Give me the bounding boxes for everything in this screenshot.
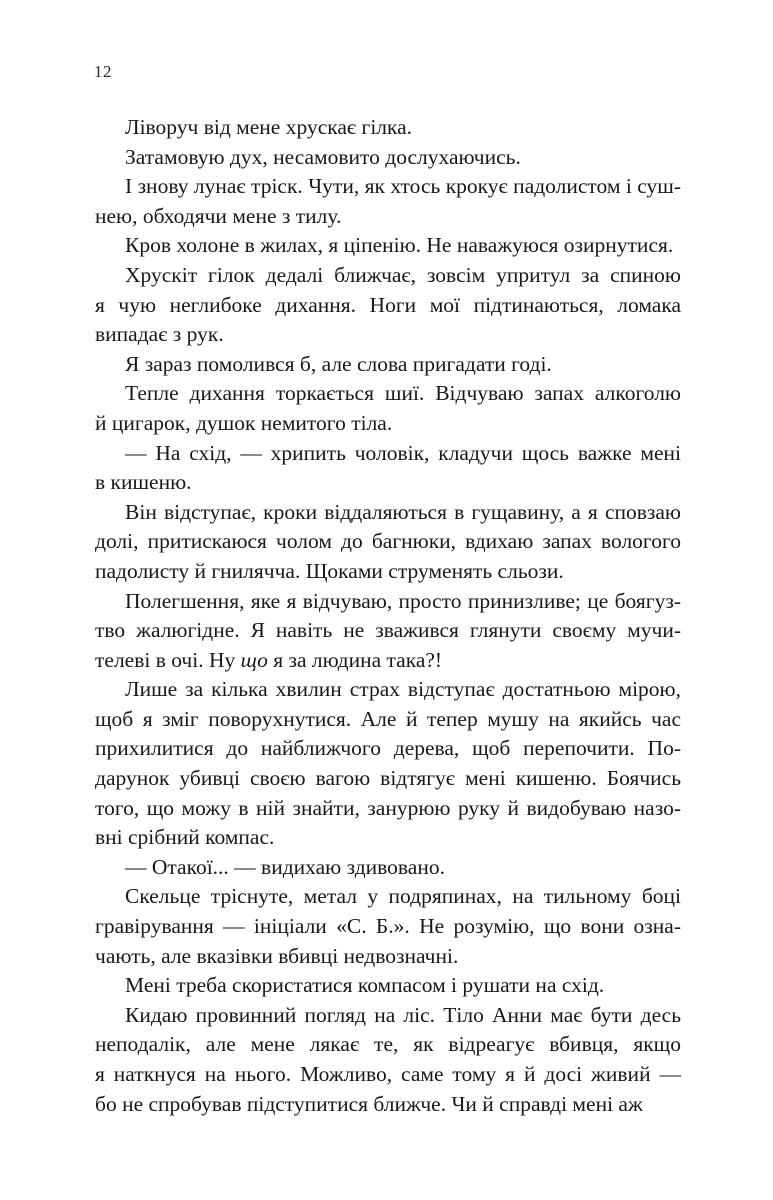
paragraph xyxy=(95,113,681,143)
text-line: Затамовую дух, несамовито дослухаючись. xyxy=(125,144,521,169)
text-line: неподалік, але мене лякає те, як відреагує вбивця, якщо xyxy=(95,1032,681,1057)
paragraph xyxy=(95,439,681,498)
text-line: Кидаю провинний погляд на ліс. Тіло Анни має бути десь xyxy=(125,1002,681,1027)
paragraph xyxy=(95,350,681,380)
paragraph xyxy=(95,971,681,1001)
text-line: Кров холоне в жилах, я ціпенію. Не наважуюся озирнутися. xyxy=(125,233,674,258)
paragraph xyxy=(95,498,681,587)
text-line: тво жалюгідне. Я навіть не зважився глянути своєму мучи- xyxy=(95,618,681,643)
text-line: Хрускіт гілок дедалі ближчає, зовсім упритул за спиною xyxy=(125,262,681,287)
paragraph xyxy=(95,261,681,350)
italic-text: що xyxy=(240,647,268,672)
text-line: — На схід, — хрипить чоловік, кладучи щось важке мені xyxy=(125,440,681,465)
text-line: — Отакої... — видихаю здивовано. xyxy=(125,854,445,879)
text-line: І знову лунає тріск. Чути, як хтось крокує падолистом і суш- xyxy=(125,174,681,199)
text-line: Я зараз помолився б, але слова пригадати годі. xyxy=(125,351,552,376)
text-line: дарунок убивці своєю вагою відтягує мені кишеню. Боячись xyxy=(95,766,681,791)
page-number: 12 xyxy=(94,62,112,81)
text-line: чають, але вказівки вбивці недвозначні. xyxy=(95,943,459,968)
text-line: Мені треба скористатися компасом і рушати на схід. xyxy=(125,973,605,998)
paragraph xyxy=(95,143,681,173)
text-line: Полегшення, яке я відчуваю, просто принизливе; це боягуз- xyxy=(125,588,681,613)
text-line: Лише за кілька хвилин страх відступає достатньою мірою, xyxy=(125,677,681,702)
text-line: гравірування — ініціали «С. Б.». Не розумію, що вони озна- xyxy=(95,914,681,939)
paragraph xyxy=(95,675,681,853)
text-line: телеві в очі. Ну що я за людина така?! xyxy=(95,647,443,672)
text-line: того, що можу в ній знайти, занурюю руку й видобуваю назо- xyxy=(95,795,681,820)
paragraph xyxy=(95,231,681,261)
text-line: я наткнуся на нього. Можливо, саме тому я й досі живий — xyxy=(95,1062,681,1086)
text-line: прихилитися до найближчого дерева, щоб перепочити. По- xyxy=(95,736,681,761)
paragraph xyxy=(95,1001,681,1119)
text-line: щоб я зміг поворухнутися. Але й тепер мушу на якийсь час xyxy=(95,706,681,731)
paragraph xyxy=(95,172,681,231)
text-block xyxy=(95,113,681,1119)
text-line: випадає з рук. xyxy=(95,322,224,347)
paragraph xyxy=(95,379,681,438)
paragraph xyxy=(95,882,681,971)
text-line: в кишеню. xyxy=(95,470,192,495)
text-line: Він відступає, кроки віддаляються в гущавину, а я сповзаю xyxy=(125,499,681,524)
text-line: нею, обходячи мене з тилу. xyxy=(95,203,342,228)
text-line: вні срібний компас. xyxy=(95,825,275,850)
paragraph xyxy=(95,853,681,883)
text-line: Ліворуч від мене хрускає гілка. xyxy=(125,115,413,139)
text-line: Тепле дихання торкається шиї. Відчуваю запах алкоголю xyxy=(125,381,681,406)
text-line: Скельце тріснуте, метал у подряпинах, на тильному боці xyxy=(125,884,681,909)
text-line: бо не спробував підступитися ближче. Чи й справді мені аж xyxy=(95,1091,643,1116)
text-line: падолисту й гнилячча. Щоками струменять сльози. xyxy=(95,558,564,583)
text-line: я чую неглибоке дихання. Ноги мої підтинаються, ломака xyxy=(95,292,681,317)
text-line: й цигарок, душок немитого тіла. xyxy=(95,410,393,435)
paragraph xyxy=(95,587,681,676)
text-line: долі, притискаюся чолом до багнюки, вдихаю запах вологого xyxy=(95,529,681,554)
